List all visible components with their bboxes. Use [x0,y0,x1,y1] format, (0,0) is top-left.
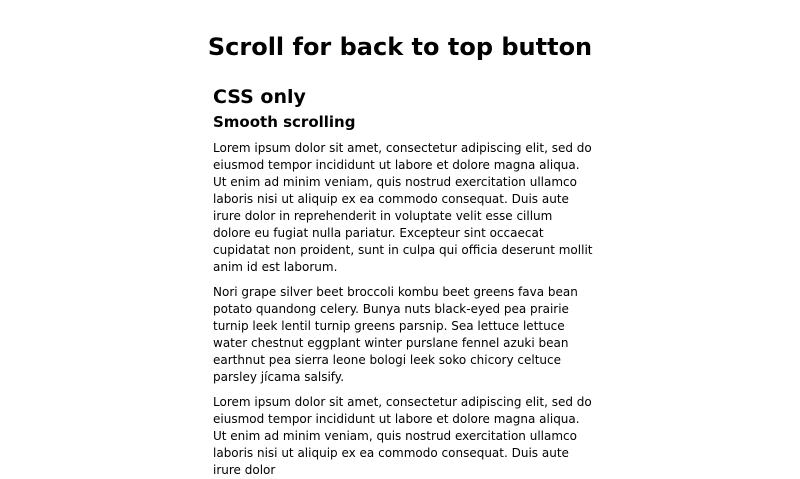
paragraph-vegetables: Nori grape silver beet broccoli kombu beet greens fava bean potato quandong celery. Bunya nuts black-eyed pea prairie turnip leek lentil turnip greens parsnip. Sea lettuce lettuce water chestnut eggplant winter purslane fennel azuki bean earthnut pea sierra leone bologi leek soko chicory celtuce parsley jícama salsify. [213,285,578,384]
page-title: Scroll for back to top button [207,33,593,61]
article-content [213,85,593,479]
paragraph-lorem-ipsum-2: Lorem ipsum dolor sit amet, consectetur adipiscing elit, sed do eiusmod tempor incididunt ut labore et dolore magna aliqua. Ut enim ad minim veniam, quis nostrud exercitation ullamco laboris nisi ut aliquip ex ea commodo consequat. Duis aute irure dolor [213,395,592,477]
subsection-title: Smooth scrolling [213,113,356,131]
paragraph-lorem-ipsum-1: Lorem ipsum dolor sit amet, consectetur adipiscing elit, sed do eiusmod tempor incididunt ut labore et dolore magna aliqua. Ut enim ad minim veniam, quis nostrud exercitation ullamco laboris nisi ut aliquip ex ea commodo consequat. Duis aute irure dolor in reprehenderit in voluptate velit esse cillum dolore eu fugiat nulla pariatur. Excepteur sint occaecat cupidatat non proident, sunt in culpa qui officia deserunt mollit anim id est laborum. [213,141,593,274]
section-title: CSS only [213,86,306,108]
